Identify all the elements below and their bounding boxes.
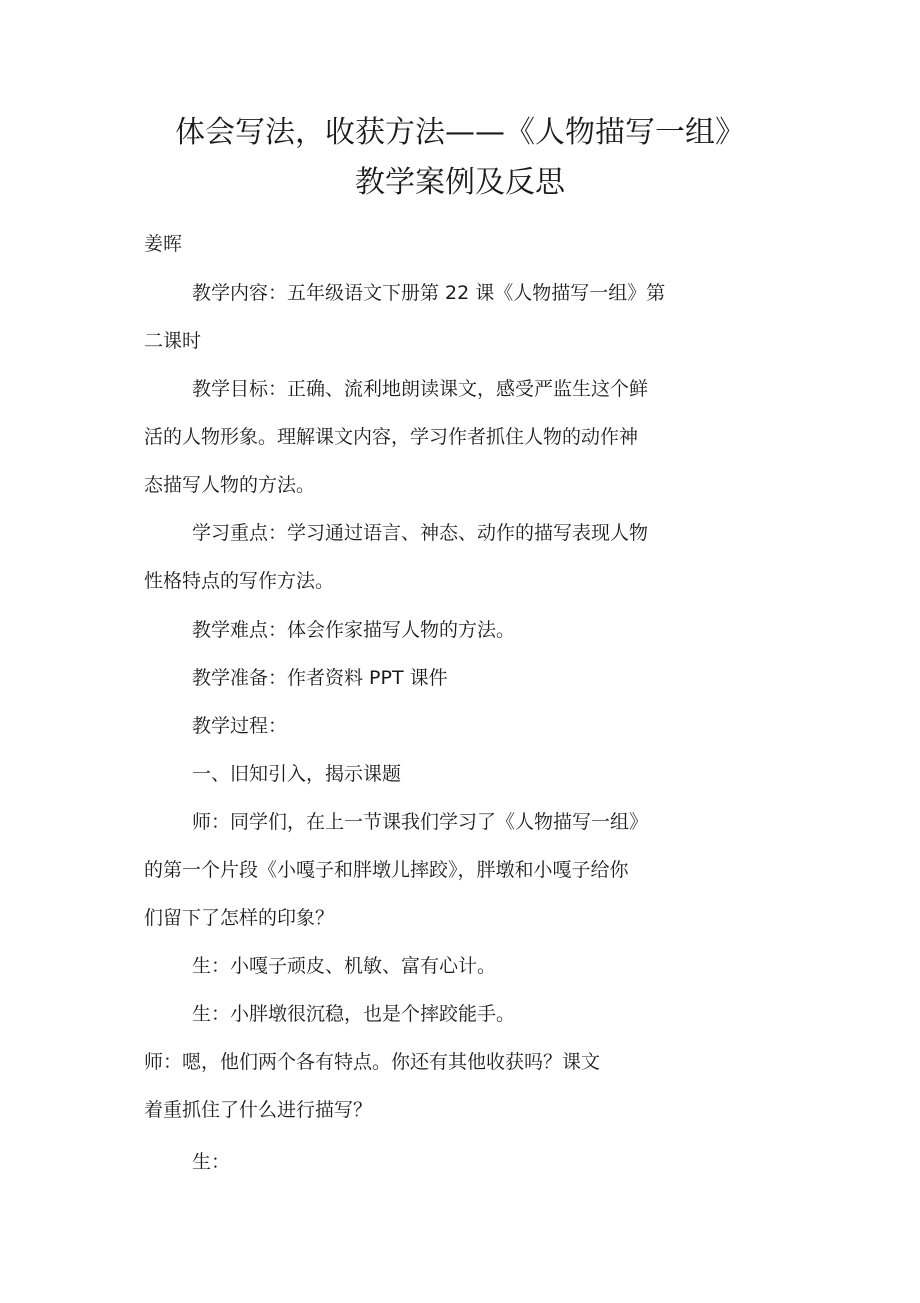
paragraph-line: 教学难点：体会作家描写人物的方法。 xyxy=(192,619,516,641)
paragraph-line: 着重抓住了什么进行描写？ xyxy=(144,1099,373,1121)
document-title-line-1: 体会写法，收获方法——《人物描写一组》 xyxy=(175,115,745,150)
paragraph-line: 教学准备：作者资料 PPT 课件 xyxy=(192,667,448,689)
paragraph-line: 生：小嘎子顽皮、机敏、富有心计。 xyxy=(192,955,497,977)
paragraph-line: 态描写人物的方法。 xyxy=(144,474,316,496)
paragraph-line: 活的人物形象。理解课文内容，学习作者抓住人物的动作神 xyxy=(144,426,639,448)
paragraph-line: 师：嗯，他们两个各有特点。你还有其他收获吗？课文 xyxy=(144,1051,601,1073)
paragraph-line: 们留下了怎样的印象？ xyxy=(144,907,335,929)
paragraph-line: 教学内容：五年级语文下册第 22 课《人物描写一组》第 xyxy=(192,282,666,304)
paragraph-line: 教学过程： xyxy=(192,715,288,737)
author-name: 姜晖 xyxy=(144,233,183,255)
paragraph-line: 生：小胖墩很沉稳，也是个摔跤能手。 xyxy=(192,1003,516,1025)
paragraph-line: 二课时 xyxy=(144,330,202,352)
paragraph-line: 教学目标：正确、流利地朗读课文，感受严监生这个鲜 xyxy=(192,378,649,400)
paragraph-line: 学习重点：学习通过语言、神态、动作的描写表现人物 xyxy=(192,522,649,544)
paragraph-line: 师：同学们，在上一节课我们学习了《人物描写一组》 xyxy=(192,811,649,833)
paragraph-line: 生： xyxy=(192,1151,231,1173)
paragraph-line: 性格特点的写作方法。 xyxy=(144,570,335,592)
paragraph-line: 的第一个片段《小嘎子和胖墩儿摔跤》，胖墩和小嘎子给你 xyxy=(144,859,629,881)
section-heading: 一、旧知引入，揭示课题 xyxy=(192,763,402,785)
document-title-line-2: 教学案例及反思 xyxy=(355,165,565,200)
